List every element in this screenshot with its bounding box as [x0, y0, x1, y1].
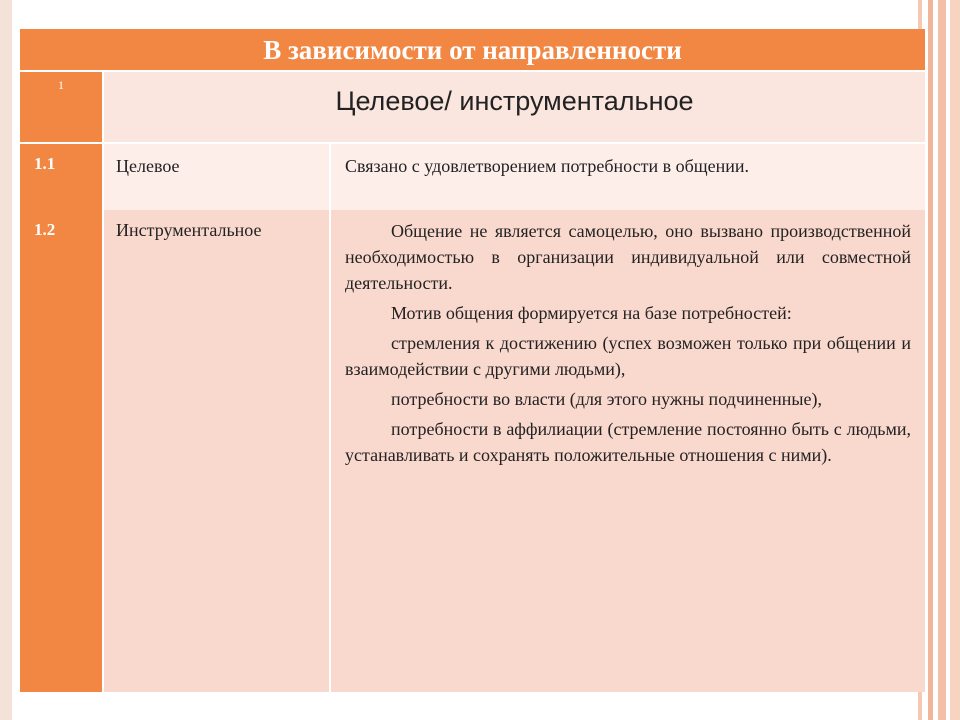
description-text: Связано с удовлетворением потребности в общении.: [345, 156, 750, 176]
subheader: Целевое/ инструментальное: [104, 72, 925, 144]
description-paragraph: потребности во власти (для этого нужны подчиненные),: [391, 389, 822, 409]
description-paragraph: Мотив общения формируется на базе потребностей:: [391, 303, 792, 323]
row-number: 1.1: [20, 144, 102, 240]
slide-left-border: [0, 0, 12, 720]
description-paragraph: стремления к достижению (успех возможен только при общении и взаимодействии с другими людьми),: [345, 333, 911, 379]
row-name: Инструментальное: [104, 210, 330, 692]
row-number: 1.2: [20, 210, 102, 692]
classification-table: [20, 29, 925, 692]
row-description: [331, 210, 925, 692]
decor-stripe: [938, 0, 946, 720]
row-name: Целевое: [104, 144, 330, 240]
description-paragraph: Общение не является самоцелью, оно вызвано производственной необходимостью в организации индивидуальной или совместной деятельности.: [345, 221, 911, 293]
decor-stripe: [928, 0, 933, 720]
table-header: В зависимости от направленности: [20, 29, 925, 72]
row-number: 1: [20, 72, 102, 144]
decor-stripe: [950, 0, 960, 720]
description-paragraph: потребности в аффилиации (стремление постоянно быть с людьми, устанавливать и сохранять положительные отношения с ними).: [345, 419, 911, 465]
